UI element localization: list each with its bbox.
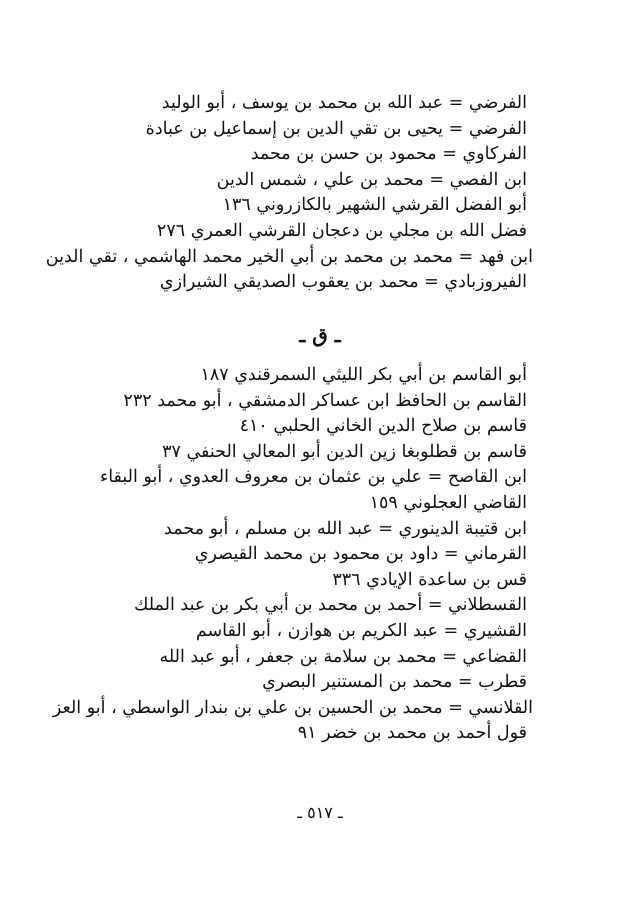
index-entry: ابن قتيبة الدينوري = عبد الله بن مسلم ، أبو محمد — [164, 518, 527, 539]
index-entry: قاسم بن قطلوبغا زين الدين أبو المعالي الحنفي ٣٧ — [162, 441, 527, 462]
index-entry: القشيري = عبد الكريم بن هوازن ، أبو القاسم — [195, 621, 527, 641]
index-entry: القرماني = داود بن محمود بن محمد القيصري — [194, 544, 527, 565]
index-entry: الفرضي = يحيى بن تقي الدين بن إسماعيل بن عبادة — [145, 118, 527, 139]
index-entry: القضاعي = محمد بن سلامة بن جعفر ، أبو عبد الله — [159, 646, 527, 667]
index-entry: قس بن ساعدة الإيادي ٣٣٦ — [332, 569, 527, 590]
index-entry: القاضي العجلوني ١٥٩ — [369, 493, 527, 513]
index-entry: ابن فهد = محمد بن محمد بن أبي الخير محمد الهاشمي ، تقي الدين — [45, 246, 533, 267]
index-entry: فضل الله بن مجلي بن دعجان القرشي العمري ٢٧٦ — [156, 221, 527, 241]
index-entry: الفركاوي = محمود بن حسن بن محمد — [250, 144, 527, 165]
page-number: ـ ٥١٧ ـ — [297, 803, 343, 822]
index-entry: الفيروزبادي = محمد بن يعقوب الصديقي الشيرازي — [159, 272, 527, 293]
index-entry: القلانسي = محمد بن الحسين بن علي بن بندار الواسطي ، أبو العز — [52, 697, 533, 718]
index-entry: أبو الفضل القرشي الشهير بالكازروني ١٣٦ — [222, 195, 527, 216]
index-entry: ابن الفصي = محمد بن علي ، شمس الدين — [216, 169, 527, 190]
section-heading-qaf: ـ ق ـ — [299, 323, 341, 347]
index-entry: الفرضي = عبد الله بن محمد بن يوسف ، أبو الوليد — [161, 93, 527, 113]
index-entry: قاسم بن صلاح الدين الخاني الحلبي ٤١٠ — [239, 416, 527, 437]
index-entry: قطرب = محمد بن المستنير البصري — [262, 672, 527, 693]
index-entry: القسطلاني = أحمد بن محمد بن أبي بكر بن عبد الملك — [133, 595, 527, 616]
index-entry: ابن القاصح = علي بن عثمان بن معروف العدوي ، أبو البقاء — [99, 467, 527, 488]
index-entry: أبو القاسم بن أبي بكر الليثي السمرقندي ١٨٧ — [200, 365, 527, 385]
index-entry: القاسم بن الحافظ ابن عساكر الدمشقي ، أبو محمد ٢٣٢ — [123, 390, 527, 411]
index-entry: قول أحمد بن محمد بن خضر ٩١ — [297, 723, 527, 744]
